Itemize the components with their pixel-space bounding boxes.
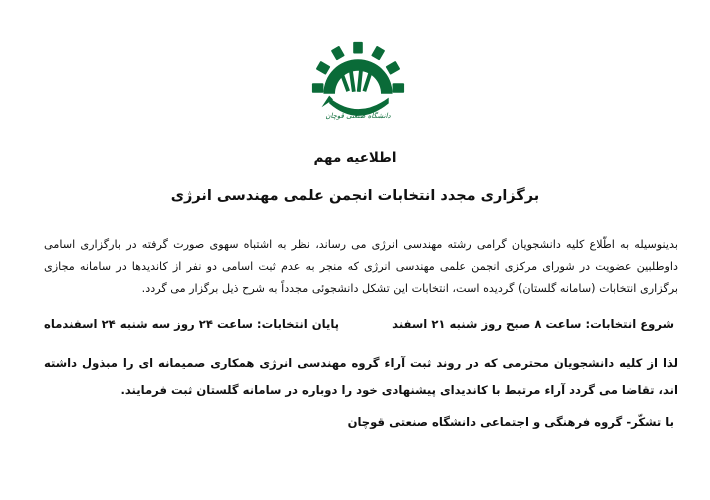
university-gear-logo-icon [310,40,406,136]
signature: با تشکّر- گروه فرهنگی و اجتماعی دانشگاه صنعتی قوچان [347,415,674,429]
notice-title: برگزاری مجدد انتخابات انجمن علمی مهندسی انرژی [170,188,540,204]
logo-caption: دانشگاه صنعتی قوچان [325,112,391,120]
election-start: شروع انتخابات: ساعت ۸ صبح روز شنبه ۲۱ اسفند [392,317,674,331]
intro-paragraph: بدینوسیله به اطّلاع کلیه دانشجویان گرامی رشته مهندسی انرژی می رساند، نظر به اشتباه سهوی صورت گرفته در بارگزاری اسامی داوطلبین عضویت در شورای مرکزی انجمن علمی مهندسی انرژی که منجر به عدم ثبت اسامی دو نفر از کاندیدها در سامانه مجازی برگزاری انتخابات (سامانه گلستان) گردیده است، انتخابات این تشکل دانشجوئی مجدداً به شرح ذیل برگزار می گردد. [44,238,678,295]
notice-label: اطلاعیه مهم [313,150,397,166]
election-end: پایان انتخابات: ساعت ۲۴ روز سه شنبه ۲۴ اسفندماه [44,317,340,331]
request-paragraph: لذا از کلیه دانشجویان محترمی که در روند ثبت آراء گروه مهندسی انرژی همکاری صمیمانه ای را مبذول داشته اند، تقاضا می گردد آراء مرتبط با کاندیدای پیشنهادی خود را دوباره در سامانه گلستان ثبت فرمایند. [44,356,678,397]
election-schedule [44,317,674,337]
